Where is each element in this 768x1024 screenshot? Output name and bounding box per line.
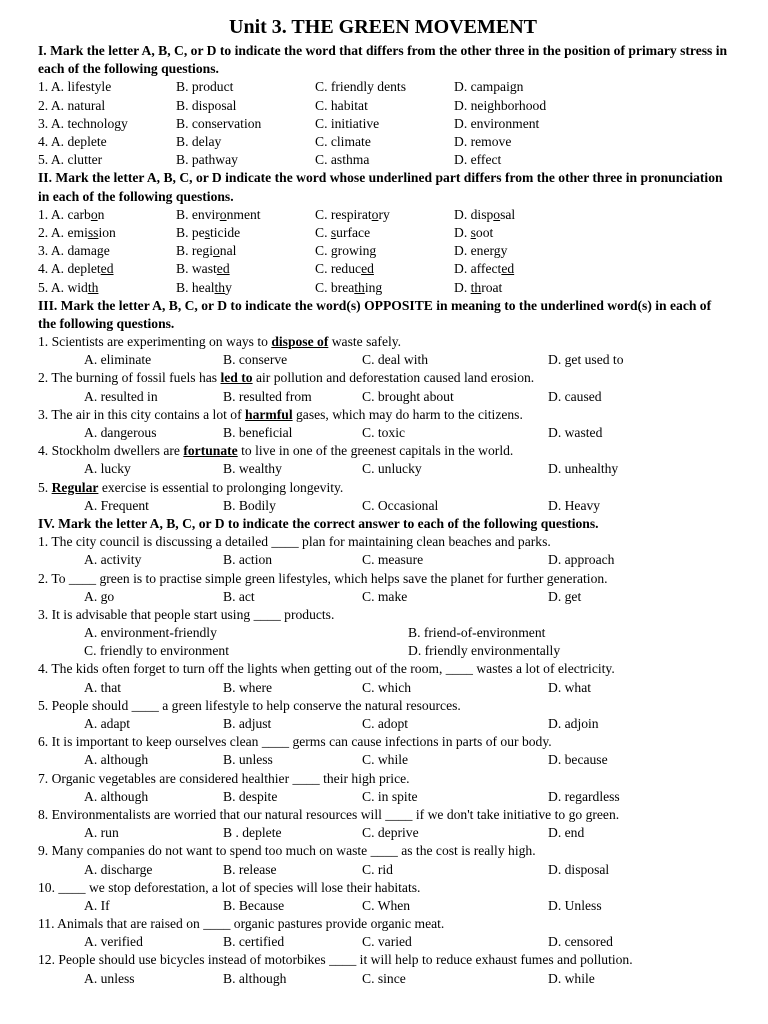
option-text: C. habitat bbox=[315, 97, 368, 113]
option-text: 3. A. technology bbox=[38, 115, 128, 131]
underlined-part: s bbox=[470, 224, 476, 240]
question-row bbox=[38, 242, 728, 260]
option-text: B. pesticide bbox=[176, 224, 241, 240]
answer-option: B. release bbox=[223, 861, 277, 877]
answer-option: C. make bbox=[362, 588, 408, 604]
underlined-part: th bbox=[354, 279, 365, 295]
option-text: B. delay bbox=[176, 133, 222, 149]
underlined-part: g bbox=[330, 243, 338, 259]
question-row bbox=[38, 97, 728, 115]
underlined-key-phrase: led to bbox=[220, 370, 253, 386]
question-row bbox=[38, 260, 728, 278]
answer-option: D. get bbox=[548, 588, 582, 604]
question-row bbox=[38, 279, 728, 297]
answer-option: B. action bbox=[223, 552, 273, 568]
answer-option: B. although bbox=[223, 970, 287, 986]
answer-options bbox=[38, 551, 728, 569]
answer-option: D. Heavy bbox=[548, 497, 601, 513]
answer-option: B. conserve bbox=[223, 352, 288, 368]
option-text: D. energy bbox=[454, 243, 508, 259]
option-text: C. respiratory bbox=[315, 206, 390, 222]
answer-option: D. get used to bbox=[548, 352, 624, 368]
option-text: B. conservation bbox=[176, 115, 262, 131]
option-text: 4. A. depleted bbox=[38, 261, 114, 277]
question-row bbox=[38, 151, 728, 169]
option-text: D. soot bbox=[454, 224, 494, 240]
answer-option: D. caused bbox=[548, 388, 602, 404]
answer-options bbox=[38, 824, 728, 842]
answer-option: A. Frequent bbox=[84, 497, 149, 513]
question-stem: 6. It is important to keep ourselves clean ____ germs can cause infections in parts of our body. bbox=[38, 734, 552, 750]
answer-option: A. verified bbox=[84, 934, 143, 950]
option-text: 1. A. lifestyle bbox=[38, 79, 112, 95]
underlined-key-phrase: dispose of bbox=[271, 334, 329, 350]
option-text: B. regional bbox=[176, 243, 237, 259]
answer-options bbox=[38, 788, 728, 806]
question-stem: 2. To ____ green is to practise simple green lifestyles, which helps save the planet for further generation. bbox=[38, 570, 608, 586]
answer-option: D. Unless bbox=[548, 897, 602, 913]
question-stem: 10. ____ we stop deforestation, a lot of species will lose their habitats. bbox=[38, 879, 421, 895]
option-text: C. surface bbox=[315, 224, 371, 240]
answer-options bbox=[38, 460, 728, 478]
option-text: D. neighborhood bbox=[454, 97, 547, 113]
underlined-part: o bbox=[90, 206, 98, 222]
answer-option: C. friendly to environment bbox=[84, 643, 229, 659]
answer-option: C. since bbox=[362, 970, 406, 986]
underlined-part: ed bbox=[361, 261, 374, 277]
answer-options bbox=[38, 861, 728, 879]
option-text: 1. A. carbon bbox=[38, 206, 105, 222]
option-text: B. environment bbox=[176, 206, 261, 222]
answer-option: B. Because bbox=[223, 897, 285, 913]
section-4-heading: IV. Mark the letter A, B, C, or D to indicate the correct answer to each of the following questions. bbox=[38, 515, 599, 531]
answer-option: A. dangerous bbox=[84, 425, 157, 441]
answer-options bbox=[38, 388, 728, 406]
answer-option: B. where bbox=[223, 679, 273, 695]
option-text: 2. A. emission bbox=[38, 224, 116, 240]
answer-option: B. beneficial bbox=[223, 425, 293, 441]
answer-option: B. certified bbox=[223, 934, 285, 950]
option-text: D. affected bbox=[454, 261, 515, 277]
question-stem: 4. Stockholm dwellers are fortunate to live in one of the greenest capitals in the world. bbox=[38, 443, 514, 459]
answer-option: D. while bbox=[548, 970, 595, 986]
answer-option: C. When bbox=[362, 897, 411, 913]
question-row bbox=[38, 78, 728, 96]
question-stem: 1. Scientists are experimenting on ways to dispose of waste safely. bbox=[38, 334, 402, 350]
answer-options bbox=[38, 424, 728, 442]
answer-option: A. run bbox=[84, 825, 119, 841]
answer-option: C. adopt bbox=[362, 716, 409, 732]
answer-option: B. act bbox=[223, 588, 255, 604]
underlined-part: ed bbox=[501, 261, 515, 277]
option-text: 5. A. clutter bbox=[38, 152, 103, 168]
underlined-key-phrase: Regular bbox=[51, 479, 99, 495]
answer-option: B. Bodily bbox=[223, 497, 276, 513]
answer-option: D. what bbox=[548, 679, 592, 695]
option-text: B. disposal bbox=[176, 97, 237, 113]
underlined-part: th bbox=[470, 279, 482, 295]
answer-options bbox=[38, 624, 728, 642]
section-3-questions bbox=[38, 333, 728, 515]
answer-option: C. Occasional bbox=[362, 497, 439, 513]
answer-option: C. deal with bbox=[362, 352, 429, 368]
underlined-part: ss bbox=[87, 224, 99, 240]
answer-options bbox=[38, 642, 728, 660]
answer-option: C. varied bbox=[362, 934, 412, 950]
option-text: 5. A. width bbox=[38, 279, 99, 295]
answer-option: A. lucky bbox=[84, 461, 131, 477]
section-4-questions bbox=[38, 533, 728, 988]
question-stem: 12. People should use bicycles instead of motorbikes ____ it will help to reduce exhaust fumes and pollution. bbox=[38, 952, 633, 968]
question-stem: 2. The burning of fossil fuels has led to air pollution and deforestation caused land erosion. bbox=[38, 370, 535, 386]
question-stem: 11. Animals that are raised on ____ organic pastures provide organic meat. bbox=[38, 916, 445, 932]
answer-option: A. resulted in bbox=[84, 388, 158, 404]
answer-option: D. disposal bbox=[548, 861, 610, 877]
answer-option: D. regardless bbox=[548, 788, 620, 804]
page-title: Unit 3. THE GREEN MOVEMENT bbox=[229, 16, 537, 38]
option-text: C. growing bbox=[315, 243, 377, 259]
answer-option: B. friend-of-environment bbox=[408, 625, 546, 641]
answer-option: D. end bbox=[548, 825, 585, 841]
option-text: B. pathway bbox=[176, 152, 238, 168]
answer-option: A. that bbox=[84, 679, 121, 695]
answer-options bbox=[38, 497, 728, 515]
underlined-part: g bbox=[96, 243, 104, 259]
underlined-part: ed bbox=[216, 261, 230, 277]
question-stem: 1. The city council is discussing a detailed ____ plan for maintaining clean beaches and parks. bbox=[38, 534, 551, 550]
question-stem: 5. People should ____ a green lifestyle to help conserve the natural resources. bbox=[38, 697, 461, 713]
underlined-part: s bbox=[330, 224, 337, 240]
question-stem: 9. Many companies do not want to spend too much on waste ____ as the cost is really high. bbox=[38, 843, 536, 859]
section-1-heading: I. Mark the letter A, B, C, or D to indicate the word that differs from the other three in the position of primary stress in each of the following questions. bbox=[38, 43, 728, 77]
answer-option: D. censored bbox=[548, 934, 613, 950]
answer-option: C. while bbox=[362, 752, 409, 768]
answer-option: C. toxic bbox=[362, 425, 406, 441]
option-text: C. asthma bbox=[315, 152, 370, 168]
answer-option: D. approach bbox=[548, 552, 615, 568]
answer-option: B. resulted from bbox=[223, 388, 312, 404]
question-row bbox=[38, 224, 728, 242]
underlined-key-phrase: harmful bbox=[245, 406, 293, 422]
answer-option: D. because bbox=[548, 752, 608, 768]
answer-option: A. although bbox=[84, 788, 149, 804]
underlined-key-phrase: fortunate bbox=[183, 443, 238, 459]
answer-option: C. measure bbox=[362, 552, 424, 568]
answer-options bbox=[38, 588, 728, 606]
answer-options bbox=[38, 351, 728, 369]
answer-option: B . deplete bbox=[223, 825, 282, 841]
answer-option: A. although bbox=[84, 752, 149, 768]
answer-option: A. adapt bbox=[84, 716, 131, 732]
option-text: D. throat bbox=[454, 279, 503, 295]
answer-option: C. which bbox=[362, 679, 412, 695]
option-text: B. wasted bbox=[176, 261, 230, 277]
option-text: D. effect bbox=[454, 152, 502, 168]
underlined-part: o bbox=[371, 206, 379, 222]
option-text: 3. A. damage bbox=[38, 243, 110, 259]
underlined-part: o bbox=[213, 243, 220, 259]
answer-option: A. eliminate bbox=[84, 352, 152, 368]
answer-options bbox=[38, 751, 728, 769]
question-stem: 3. It is advisable that people start using ____ products. bbox=[38, 606, 335, 622]
answer-option: A. unless bbox=[84, 970, 135, 986]
section-3-heading: III. Mark the letter A, B, C, or D to indicate the word(s) OPPOSITE in meaning to the underlined word(s) in each of the following questions. bbox=[38, 297, 712, 331]
section-2-heading: II. Mark the letter A, B, C, or D indicate the word whose underlined part differs from the other three in pronunciation in each of the following questions. bbox=[38, 170, 723, 204]
option-text: D. remove bbox=[454, 133, 512, 149]
underlined-part: ed bbox=[100, 261, 114, 277]
answer-option: D. friendly environmentally bbox=[408, 643, 561, 659]
option-text: C. breathing bbox=[315, 279, 383, 295]
option-text: D. disposal bbox=[454, 206, 516, 222]
answer-option: C. rid bbox=[362, 861, 393, 877]
question-stem: 3. The air in this city contains a lot of harmful gases, which may do harm to the citizens. bbox=[38, 406, 523, 422]
underlined-part: s bbox=[204, 224, 210, 240]
underlined-part: th bbox=[87, 279, 99, 295]
answer-option: A. environment-friendly bbox=[84, 625, 217, 641]
option-text: C. reduced bbox=[315, 261, 374, 277]
answer-option: B. wealthy bbox=[223, 461, 282, 477]
option-text: D. campaign bbox=[454, 79, 524, 95]
question-stem: 4. The kids often forget to turn off the lights when getting out of the room, ____ wastes a lot of electricity. bbox=[38, 661, 615, 677]
answer-option: C. in spite bbox=[362, 788, 418, 804]
option-text: C. friendly dents bbox=[315, 79, 406, 95]
answer-option: D. unhealthy bbox=[548, 461, 619, 477]
answer-option: A. go bbox=[84, 588, 115, 604]
option-text: C. initiative bbox=[315, 115, 380, 131]
option-text: B. healthy bbox=[176, 279, 232, 295]
option-text: D. environment bbox=[454, 115, 540, 131]
answer-option: D. adjoin bbox=[548, 716, 599, 732]
underlined-part: th bbox=[214, 279, 226, 295]
question-row bbox=[38, 206, 728, 224]
question-row bbox=[38, 133, 728, 151]
answer-option: C. unlucky bbox=[362, 461, 422, 477]
answer-options bbox=[38, 933, 728, 951]
question-stem: 5. Regular exercise is essential to prolonging longevity. bbox=[38, 479, 344, 495]
answer-option: B. adjust bbox=[223, 716, 272, 732]
underlined-part: o bbox=[493, 206, 501, 222]
option-text: B. product bbox=[176, 79, 234, 95]
answer-options bbox=[38, 897, 728, 915]
answer-option: A. activity bbox=[84, 552, 142, 568]
answer-option: C. brought about bbox=[362, 388, 454, 404]
underlined-part: o bbox=[219, 206, 227, 222]
answer-option: B. unless bbox=[223, 752, 273, 768]
section-1-questions bbox=[38, 78, 728, 169]
underlined-part: g bbox=[493, 243, 501, 259]
answer-options bbox=[38, 715, 728, 733]
question-stem: 8. Environmentalists are worried that our natural resources will ____ if we don't take initiative to go green. bbox=[38, 806, 620, 822]
answer-options bbox=[38, 970, 728, 988]
question-row bbox=[38, 115, 728, 133]
answer-options bbox=[38, 679, 728, 697]
answer-option: A. discharge bbox=[84, 861, 153, 877]
option-text: 2. A. natural bbox=[38, 97, 106, 113]
option-text: C. climate bbox=[315, 133, 371, 149]
answer-option: C. deprive bbox=[362, 825, 419, 841]
question-stem: 7. Organic vegetables are considered healthier ____ their high price. bbox=[38, 770, 410, 786]
section-2-questions bbox=[38, 206, 728, 297]
answer-option: B. despite bbox=[223, 788, 278, 804]
option-text: 4. A. deplete bbox=[38, 133, 107, 149]
answer-option: D. wasted bbox=[548, 425, 603, 441]
answer-option: A. If bbox=[84, 897, 110, 913]
